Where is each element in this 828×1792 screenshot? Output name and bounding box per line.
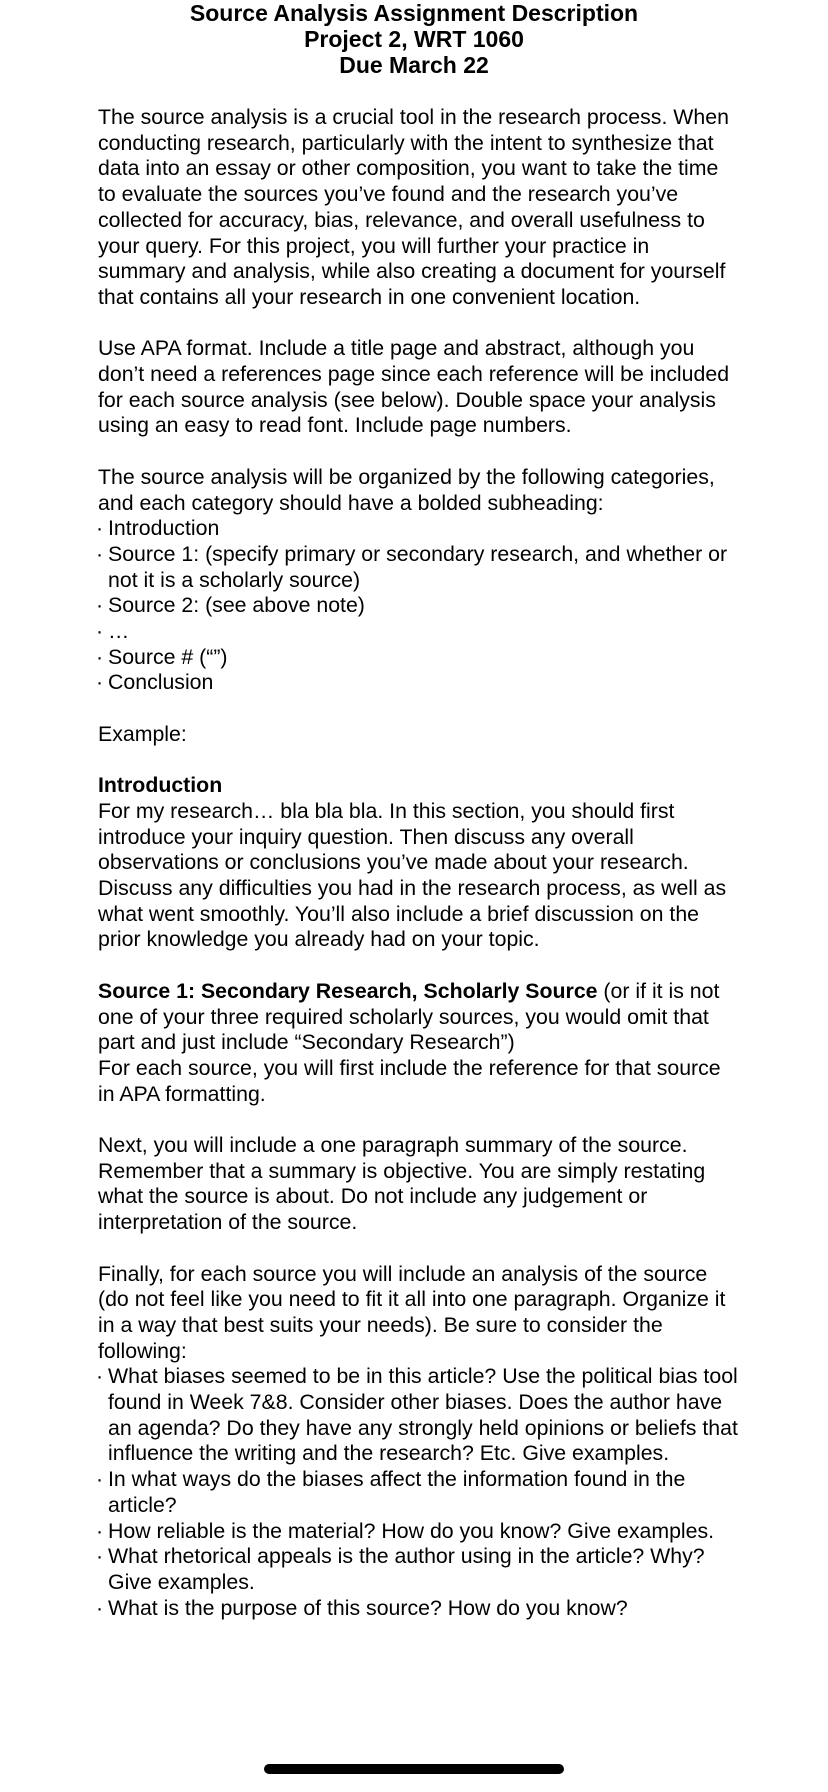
example-label: Example: [98,721,187,746]
format-paragraph: Use APA format. Include a title page and abstract, although you don’t need a references page since each reference will be included for each source analysis (see below). Double space your analysis using an easy to read font. Include page numbers. [98,336,730,438]
introduction-heading: Introduction [98,773,223,798]
list-item: · Introduction [98,516,738,542]
list-item: · What biases seemed to be in this article? Use the political bias tool found in Week 7&8. Consider other biases. Does the author have an agenda? Do they have any strongly held opinions or beliefs that influence the writing and the research? Etc. Give examples. [98,1364,738,1467]
list-item: · Source 1: (specify primary or secondary research, and whether or not it is a scholarly source) [98,542,738,593]
due-date: Due March 22 [339,52,489,78]
list-item: · What rhetorical appeals is the author using in the article? Why? Give examples. [98,1544,738,1595]
document-subtitle: Project 2, WRT 1060 [304,26,524,52]
introduction-body: For my research… bla bla bla. In this section, you should first introduce your inquiry question. Then discuss any overall observations or conclusions you’ve made about your research. Discuss any difficulties you had in the research process, as well as what went smoothly. You’ll also include a brief discussion on the prior knowledge you already had on your topic. [98,798,727,952]
source1-heading: Source 1: Secondary Research, Scholarly Source [98,978,598,1003]
list-item: · How reliable is the material? How do you know? Give examples. [98,1519,738,1545]
organization-lead: The source analysis will be organized by the following categories, and each category should have a bolded subheading: [98,464,715,515]
list-item: · Source # (“”) [98,645,738,671]
list-item: · Conclusion [98,670,738,696]
intro-paragraph: The source analysis is a crucial tool in the research process. When conducting research, particularly with the intent to synthesize that data into an essay or other composition, you want to take the time to evaluate the sources you’ve found and the research you’ve collected for accuracy, bias, relevance, and overall usefulness to your query. For this project, you will further your practice in summary and analysis, while also creating a document for yourself that contains all your research in one convenient location. [98,105,729,309]
document-body [98,105,738,1621]
list-item: · In what ways do the biases affect the information found in the article? [98,1467,738,1518]
list-item: · What is the purpose of this source? How do you know? [98,1596,738,1622]
list-item: · Source 2: (see above note) [98,593,738,619]
organization-list [98,516,738,696]
analysis-lead: Finally, for each source you will include an analysis of the source (do not feel like you need to fit it all into one paragraph. Organize it in a way that best suits your needs). Be sure to consider the following: [98,1261,726,1363]
list-item: · … [98,619,738,645]
summary-paragraph: Next, you will include a one paragraph summary of the source. Remember that a summary is objective. You are simply restating what the source is about. Do not include any judgement or interpretation of the source. [98,1133,706,1235]
document-title-block [0,0,828,78]
home-indicator[interactable] [264,1764,564,1774]
document-title: Source Analysis Assignment Description [189,0,639,26]
reference-instruction: For each source, you will first include the reference for that source in APA formatting. [98,1055,721,1106]
analysis-list [98,1364,738,1621]
source1-heading-paragraph [98,979,738,1056]
source1-heading-note: (or if it is not one of your three required scholarly sources, you would omit that part and just include “Secondary Research”) [98,978,720,1055]
